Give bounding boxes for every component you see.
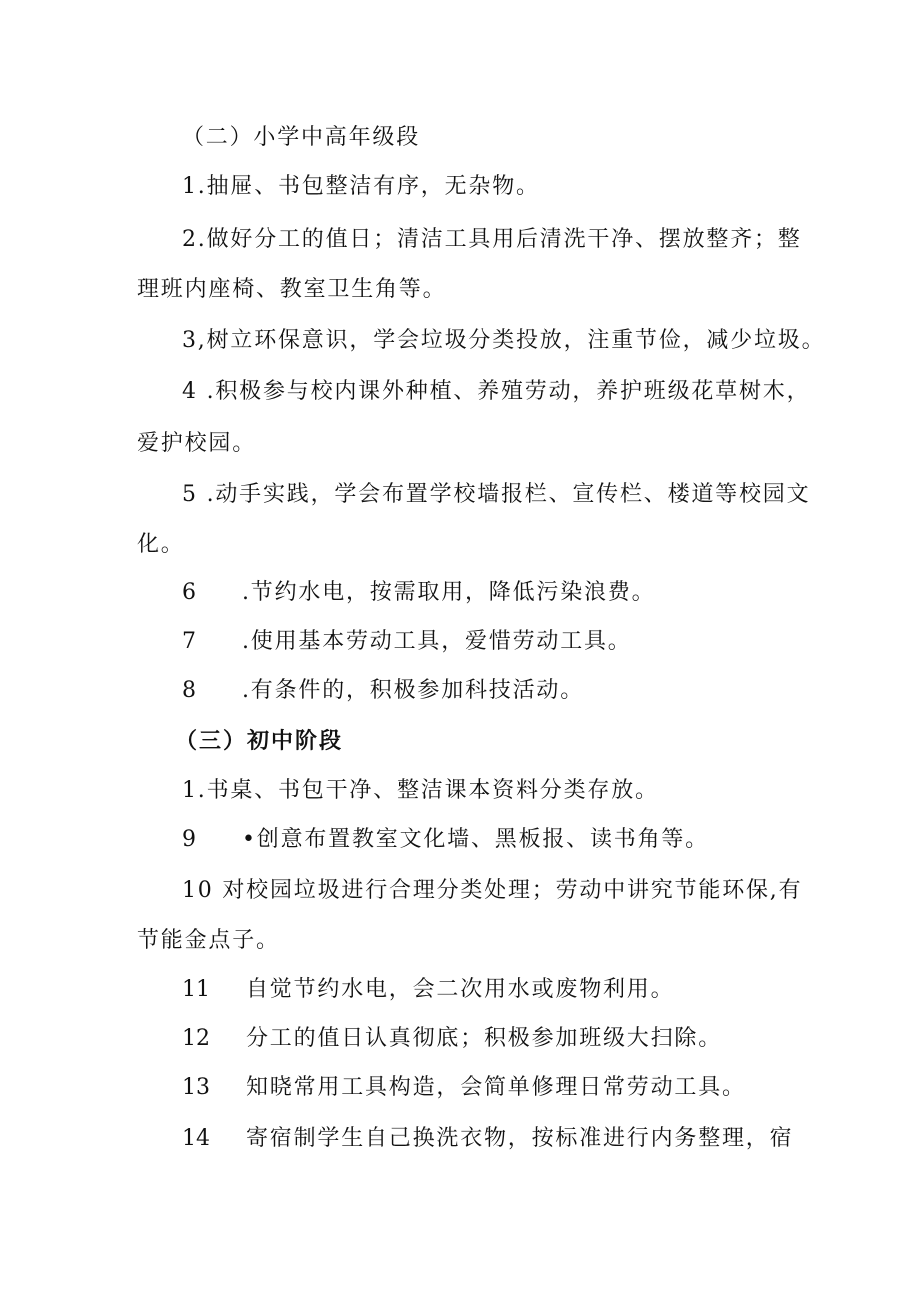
item-text: .使用基本劳动工具，爱惜劳动工具。 — [242, 629, 632, 654]
item-text: .有条件的，积极参加科技活动。 — [242, 678, 584, 703]
item-number: 13 — [182, 1075, 210, 1100]
item-text: .节约水电，按需取用，降低污染浪费。 — [242, 580, 656, 605]
section-heading-upper-primary: （二）小学中高年级段 — [182, 125, 421, 150]
paragraph-item-5: 5 .动手实践，学会布置学校墙报栏、宣传栏、楼道等校园文 — [182, 482, 811, 507]
paragraph-item-1: 1.抽屉、书包整洁有序，无杂物。 — [182, 174, 540, 199]
paragraph-item-2: 2.做好分工的值日；清洁工具用后清洗干净、摆放整齐；整 — [182, 227, 802, 252]
paragraph-item-3: 3,树立环保意识，学会垃圾分类投放，注重节俭，减少垃圾。 — [182, 328, 826, 353]
item-number: 14 — [182, 1126, 210, 1151]
item-number: 8 — [182, 678, 196, 703]
paragraph-item-2-cont: 理班内座椅、教室卫生角等。 — [137, 277, 447, 302]
item-number: 7 — [182, 629, 196, 654]
item-number: 11 — [182, 977, 210, 1002]
paragraph-item-ms-1: 1.书桌、书包干净、整洁课本资料分类存放。 — [182, 778, 659, 803]
paragraph-item-4: 4 .积极参与校内课外种植、养殖劳动，养护班级花草树木， — [182, 379, 811, 404]
paragraph-item-10-cont: 节能金点子。 — [137, 928, 280, 953]
item-number: 6 — [182, 580, 196, 605]
paragraph-item-5-cont: 化。 — [137, 532, 185, 557]
item-text: 寄宿制学生自己换洗衣物，按标准进行内务整理，宿 — [246, 1126, 794, 1151]
item-text: 知晓常用工具构造，会简单修理日常劳动工具。 — [246, 1075, 746, 1100]
item-number: 9 — [182, 827, 196, 852]
item-text: 分工的值日认真彻底；积极参加班级大扫除。 — [246, 1026, 723, 1051]
paragraph-item-10: 10 对校园垃圾进行合理分类处理；劳动中讲究节能环保,有 — [182, 878, 803, 903]
paragraph-item-4-cont: 爱护校园。 — [137, 431, 257, 456]
item-text: 自觉节约水电，会二次用水或废物利用。 — [246, 977, 675, 1002]
section-heading-middle-school: （三）初中阶段 — [175, 729, 344, 754]
item-text: •创意布置教室文化墙、黑板报、读书角等。 — [242, 827, 709, 852]
item-number: 12 — [182, 1026, 210, 1051]
